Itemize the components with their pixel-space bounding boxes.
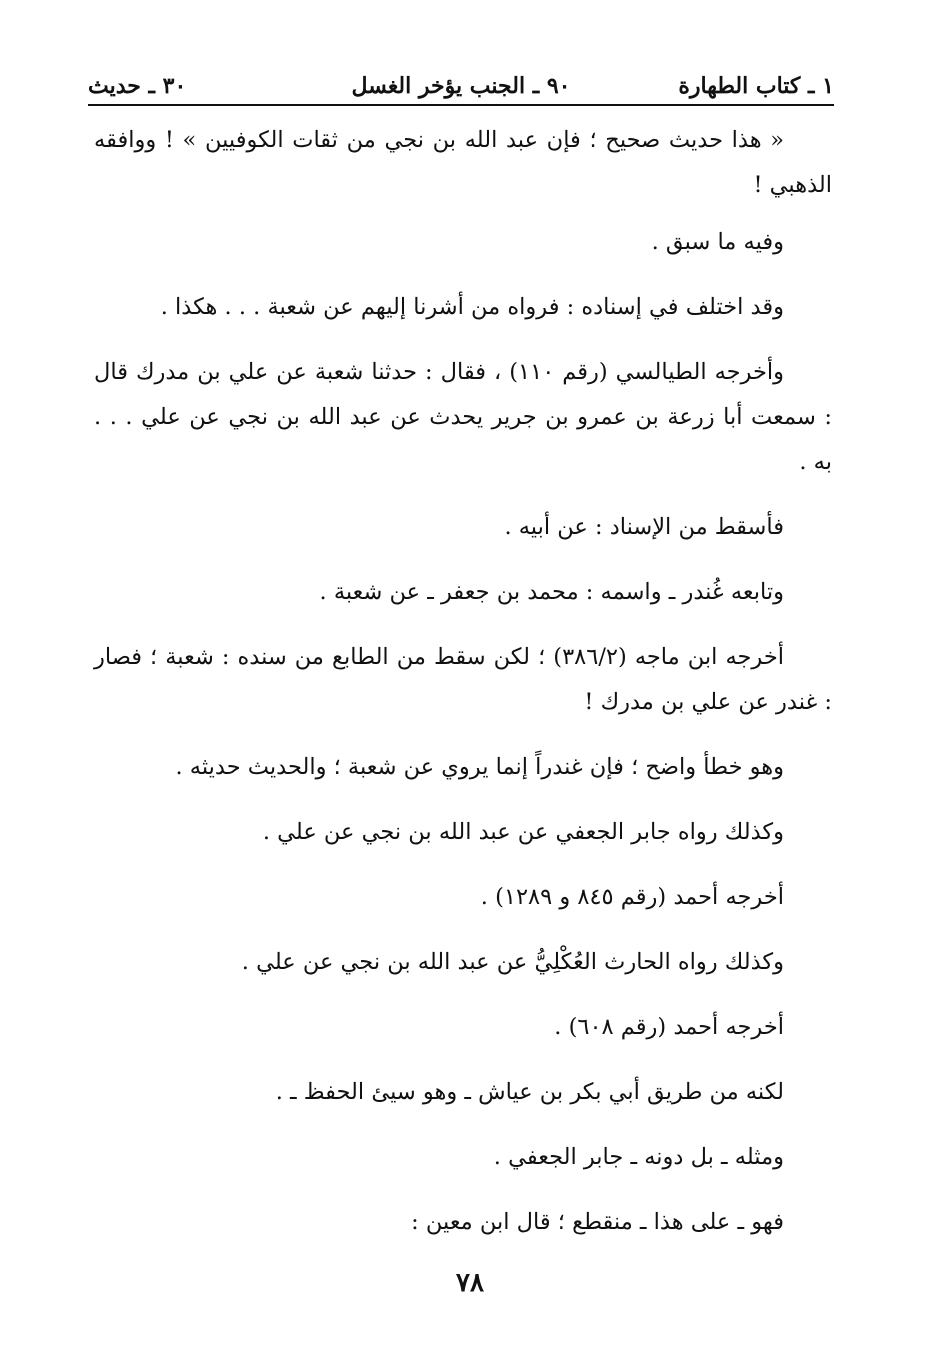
running-header — [88, 66, 834, 106]
paragraph: لكنه من طريق أبي بكر بن عياش ـ وهو سيئ الحفظ ـ . — [275, 1079, 784, 1105]
paragraph: ومثله ـ بل دونه ـ جابر الجعفي . — [493, 1144, 784, 1170]
paragraph: وكذلك رواه جابر الجعفي عن عبد الله بن نجي عن علي . — [262, 819, 784, 845]
header-hadith-number: ٣٠ ـ حديث — [88, 73, 187, 99]
page-number: ٧٨ — [456, 1268, 484, 1298]
header-divider — [88, 104, 834, 106]
paragraph: أخرجه أحمد (رقم ٨٤٥ و ١٢٨٩) . — [480, 884, 784, 910]
paragraph: وفيه ما سبق . — [651, 229, 784, 255]
paragraph: فأسقط من الإسناد : عن أبيه . — [504, 514, 784, 540]
paragraph: « هذا حديث صحيح ؛ فإن عبد الله بن نجي من ثقات الكوفيين » ! ووافقه الذهبي ! — [94, 127, 832, 198]
paragraph: وقد اختلف في إسناده : فرواه من أشرنا إليهم عن شعبة . . . هكذا . — [160, 294, 784, 320]
paragraph: وأخرجه الطيالسي (رقم ١١٠) ، فقال : حدثنا شعبة عن علي بن مدرك قال : سمعت أبا زرعة بن عمرو بن جرير يحدث عن عبد الله بن نجي عن علي . . . به . — [94, 359, 832, 475]
header-chapter-title: ٩٠ ـ الجنب يؤخر الغسل — [351, 73, 571, 99]
main-text — [94, 118, 832, 1245]
paragraph: أخرجه ابن ماجه (٣٨٦/٢) ؛ لكن سقط من الطابع من سنده : شعبة ؛ فصار : غندر عن علي بن مدرك ! — [94, 644, 832, 715]
header-book-title: ١ ـ كتاب الطهارة — [678, 73, 834, 99]
paragraph: وتابعه غُندر ـ واسمه : محمد بن جعفر ـ عن شعبة . — [319, 579, 784, 605]
paragraph: أخرجه أحمد (رقم ٦٠٨) . — [554, 1014, 784, 1040]
paragraph: فهو ـ على هذا ـ منقطع ؛ قال ابن معين : — [411, 1209, 784, 1235]
paragraph: وكذلك رواه الحارث العُكْلِيُّ عن عبد الله بن نجي عن علي . — [241, 949, 784, 975]
paragraph: وهو خطأ واضح ؛ فإن غندراً إنما يروي عن شعبة ؛ والحديث حديثه . — [175, 754, 784, 780]
